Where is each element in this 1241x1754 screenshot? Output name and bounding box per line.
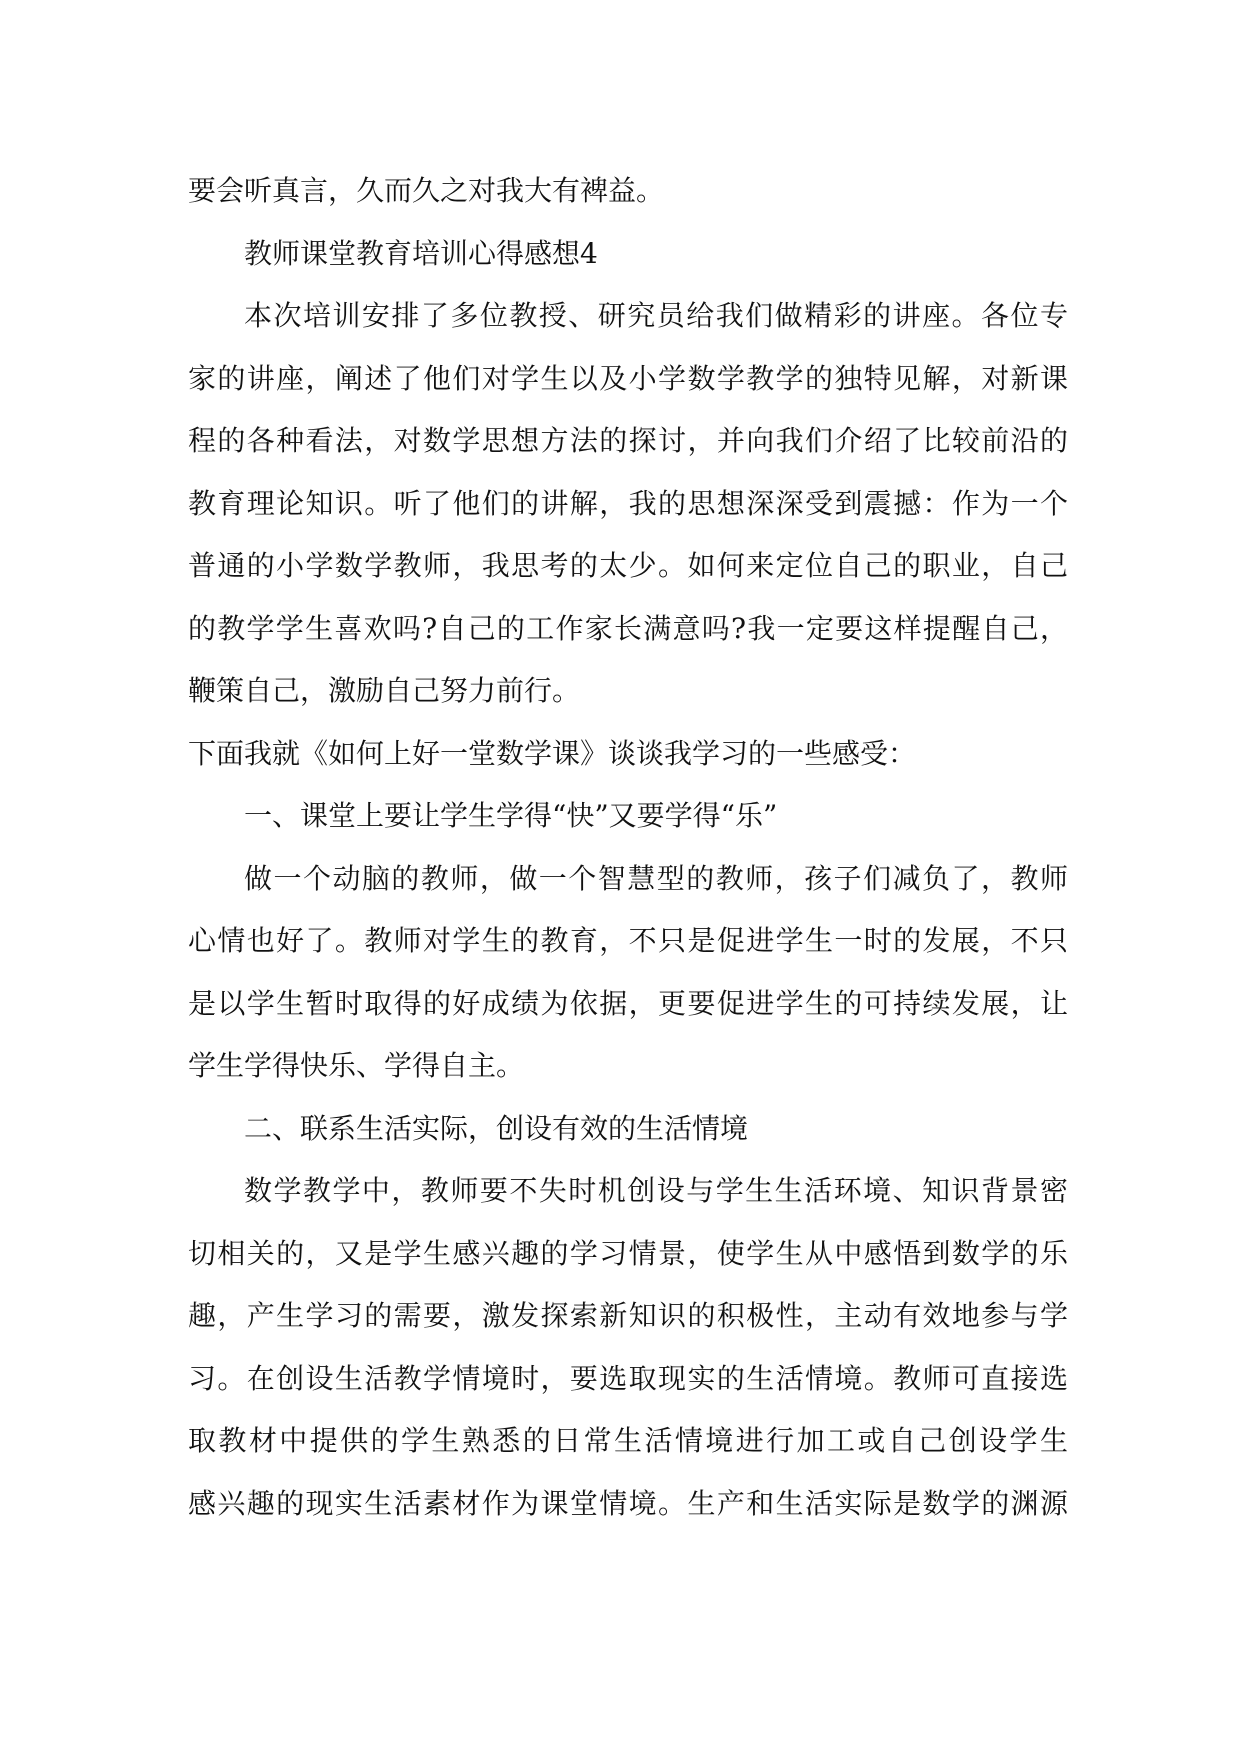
paragraph-line: 普通的小学数学教师，我思考的太少。如何来定位自己的职业，自己 (188, 549, 1068, 582)
paragraph-line: 是以学生暂时取得的好成绩为依据，更要促进学生的可持续发展，让 (188, 986, 1068, 1020)
paragraph-line: 要会听真言，久而久之对我大有裨益。 (188, 174, 665, 207)
document-body (188, 160, 1068, 1535)
paragraph-line: 的教学学生喜欢吗?自己的工作家长满意吗?我一定要这样提醒自己， (188, 611, 1068, 645)
paragraph-line: 家的讲座，阐述了他们对学生以及小学数学教学的独特见解，对新课 (188, 361, 1068, 395)
paragraph-line: 数学教学中，教师要不失时机创设与学生生活环境、知识背景密 (244, 1174, 1068, 1207)
paragraph-line: 教育理论知识。听了他们的讲解，我的思想深深受到震撼：作为一个 (188, 486, 1068, 520)
paragraph-line: 切相关的，又是学生感兴趣的学习情景，使学生从中感悟到数学的乐 (188, 1236, 1068, 1270)
paragraph-line: 鞭策自己，激励自己努力前行。 (188, 674, 581, 707)
section-heading: 教师课堂教育培训心得感想4 (244, 236, 598, 270)
paragraph-line: 本次培训安排了多位教授、研究员给我们做精彩的讲座。各位专 (244, 299, 1068, 332)
paragraph-line: 学生学得快乐、学得自主。 (188, 1049, 525, 1082)
paragraph-line: 习。在创设生活教学情境时，要选取现实的生活情境。教师可直接选 (188, 1361, 1068, 1395)
paragraph-line: 趣，产生学习的需要，激发探索新知识的积极性，主动有效地参与学 (188, 1299, 1068, 1332)
paragraph-line: 程的各种看法，对数学思想方法的探讨，并向我们介绍了比较前沿的 (188, 424, 1068, 457)
section-heading: 二、联系生活实际，创设有效的生活情境 (244, 1111, 749, 1145)
paragraph-line: 做一个动脑的教师，做一个智慧型的教师，孩子们减负了，教师 (244, 861, 1068, 895)
paragraph-line: 感兴趣的现实生活素材作为课堂情境。生产和生活实际是数学的渊源 (188, 1486, 1068, 1520)
section-heading: 一、课堂上要让学生学得“快”又要学得“乐” (244, 799, 778, 832)
paragraph-line: 心情也好了。教师对学生的教育，不只是促进学生一时的发展，不只 (188, 924, 1068, 957)
paragraph-line: 下面我就《如何上好一堂数学课》谈谈我学习的一些感受： (188, 736, 917, 770)
paragraph-line: 取教材中提供的学生熟悉的日常生活情境进行加工或自己创设学生 (188, 1424, 1068, 1457)
